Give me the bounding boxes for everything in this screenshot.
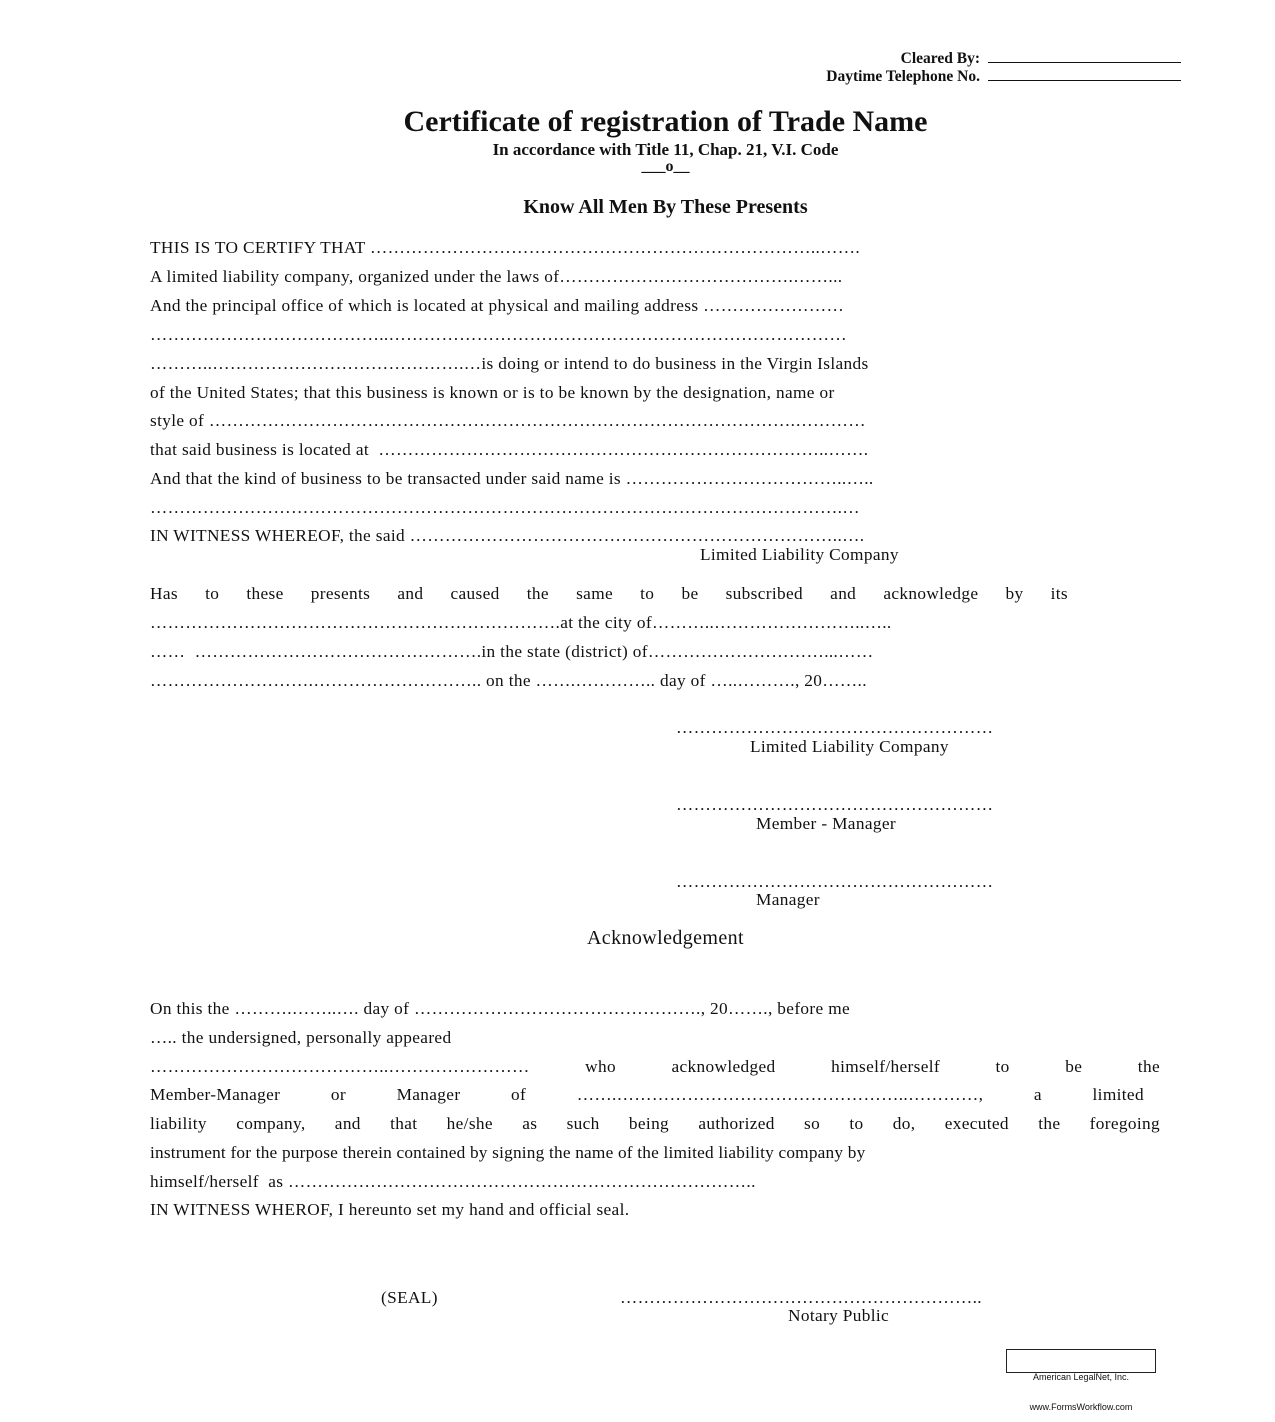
telephone-label: Daytime Telephone No. — [826, 68, 980, 85]
word: the — [1038, 1114, 1061, 1133]
date-line[interactable]: ……………………….……………………….. on the …….………….. day of …..………., 20…….. — [150, 671, 867, 690]
member-manager-label: Member - Manager — [756, 814, 896, 833]
word: and — [397, 584, 424, 603]
word: …….…………………………………………..…………, — [576, 1085, 984, 1104]
city-line[interactable]: …………………………………………………………….at the city of………..……………………..….. — [150, 613, 892, 632]
state-line[interactable]: …… ………………………………………….in the state (district) of…………………………...…… — [150, 642, 874, 661]
word: Manager — [396, 1085, 461, 1104]
word: Has — [150, 584, 178, 603]
word: be — [1065, 1057, 1083, 1076]
location-line[interactable]: that said business is located at …………………………………………………………………..……. — [150, 440, 869, 459]
notary-signature-field[interactable]: …………………………………………………….. — [620, 1288, 982, 1307]
page-subtitle: In accordance with Title 11, Chap. 21, V.I. Code — [492, 140, 839, 159]
member-manager-signature-field[interactable]: ……………………………………………… — [676, 795, 994, 814]
word: who — [585, 1057, 616, 1076]
llc-signature-field[interactable]: ……………………………………………… — [676, 718, 994, 737]
word: company, — [236, 1114, 306, 1133]
telephone-field[interactable] — [988, 80, 1181, 81]
manager-signature-field[interactable]: ……………………………………………… — [676, 872, 994, 891]
word: presents — [310, 584, 371, 603]
kind-of-business-line[interactable]: And that the kind of business to be transacted under said name is ………………………………..….. — [150, 469, 874, 488]
llc-signature-label: Limited Liability Company — [750, 737, 949, 756]
word: that — [390, 1114, 418, 1133]
publisher-badge[interactable] — [1006, 1349, 1156, 1412]
publisher-name: American LegalNet, Inc. — [1032, 1372, 1130, 1382]
word: such — [566, 1114, 600, 1133]
word: acknowledged — [671, 1057, 776, 1076]
page-title: Certificate of registration of Trade Name — [403, 105, 928, 138]
word: being — [628, 1114, 670, 1133]
section-heading: Know All Men By These Presents — [523, 196, 808, 218]
style-of-line[interactable]: style of ……………………………………………………………………………………….………… — [150, 411, 866, 430]
ack-undersigned-line: ….. the undersigned, personally appeared — [150, 1028, 452, 1047]
word: liability — [150, 1114, 207, 1133]
known-as-line: of the United States; that this business is known or is to be known by the designation, name or — [150, 383, 835, 402]
principal-office-line[interactable]: And the principal office of which is located at physical and mailing address …………………… — [150, 296, 845, 315]
word: so — [804, 1114, 821, 1133]
acknowledgement-heading: Acknowledgement — [586, 927, 745, 949]
word: Member-Manager — [150, 1085, 281, 1104]
ack-witness-line: IN WITNESS WHEROF, I hereunto set my hand and official seal. — [150, 1200, 630, 1219]
ack-liability-line — [150, 1114, 1160, 1134]
word: do, — [892, 1114, 916, 1133]
notary-public-label: Notary Public — [788, 1306, 890, 1325]
word: same — [576, 584, 614, 603]
seal-label: (SEAL) — [381, 1288, 438, 1307]
ack-member-manager-line[interactable] — [150, 1085, 1144, 1105]
word: caused — [450, 584, 500, 603]
word: limited — [1092, 1085, 1144, 1104]
doing-business-line[interactable]: ………..…………………………………….…is doing or intend to do business in the Virgin Islands — [150, 354, 869, 373]
word: a — [1033, 1085, 1042, 1104]
word: the — [526, 584, 549, 603]
certify-line[interactable]: THIS IS TO CERTIFY THAT …………………………………………………………………..……. — [150, 238, 861, 257]
ack-himself-line[interactable]: himself/herself as …………………………………………………………………….. — [150, 1172, 756, 1191]
manager-label: Manager — [756, 890, 820, 909]
word: executed — [944, 1114, 1009, 1133]
llc-caption: Limited Liability Company — [700, 545, 899, 564]
word: or — [330, 1085, 346, 1104]
word: of — [511, 1085, 527, 1104]
word: himself/herself — [831, 1057, 940, 1076]
word: authorized — [698, 1114, 775, 1133]
word: these — [246, 584, 284, 603]
word: acknowledge — [883, 584, 979, 603]
word: to — [849, 1114, 864, 1133]
word: to — [205, 584, 220, 603]
cleared-by-label: Cleared By: — [900, 50, 980, 67]
word: foregoing — [1089, 1114, 1160, 1133]
ack-acknowledged-line[interactable] — [150, 1057, 1160, 1077]
word: its — [1050, 584, 1068, 603]
cleared-by-field[interactable] — [988, 62, 1181, 63]
ack-date-line[interactable]: On this the ……….……..…. day of …………………………………………., 20……., before me — [150, 999, 851, 1018]
word: to — [640, 584, 655, 603]
word: …………………………………..…………………… — [150, 1057, 530, 1076]
word: as — [522, 1114, 538, 1133]
word: he/she — [446, 1114, 493, 1133]
laws-of-line[interactable]: A limited liability company, organized under the laws of………………………………….……... — [150, 267, 843, 286]
presents-line — [150, 584, 1068, 604]
ack-instrument-line: instrument for the purpose therein contained by signing the name of the limited liability company by — [150, 1143, 866, 1162]
ornament-divider: ___o__ — [641, 158, 690, 175]
word: be — [681, 584, 699, 603]
witness-line[interactable]: IN WITNESS WHEREOF, the said ………………………………………………………………..…. — [150, 526, 865, 545]
word: subscribed — [725, 584, 804, 603]
publisher-url: www.FormsWorkflow.com — [1029, 1402, 1133, 1412]
word: by — [1005, 584, 1024, 603]
address-line[interactable]: …………………………………..…………………………………………………………………… — [150, 325, 847, 344]
word: and — [830, 584, 857, 603]
word: the — [1137, 1057, 1160, 1076]
word: to — [995, 1057, 1010, 1076]
business-continuation-line[interactable]: ……………………………………………………………………………………………………….… — [150, 498, 860, 517]
word: and — [334, 1114, 361, 1133]
